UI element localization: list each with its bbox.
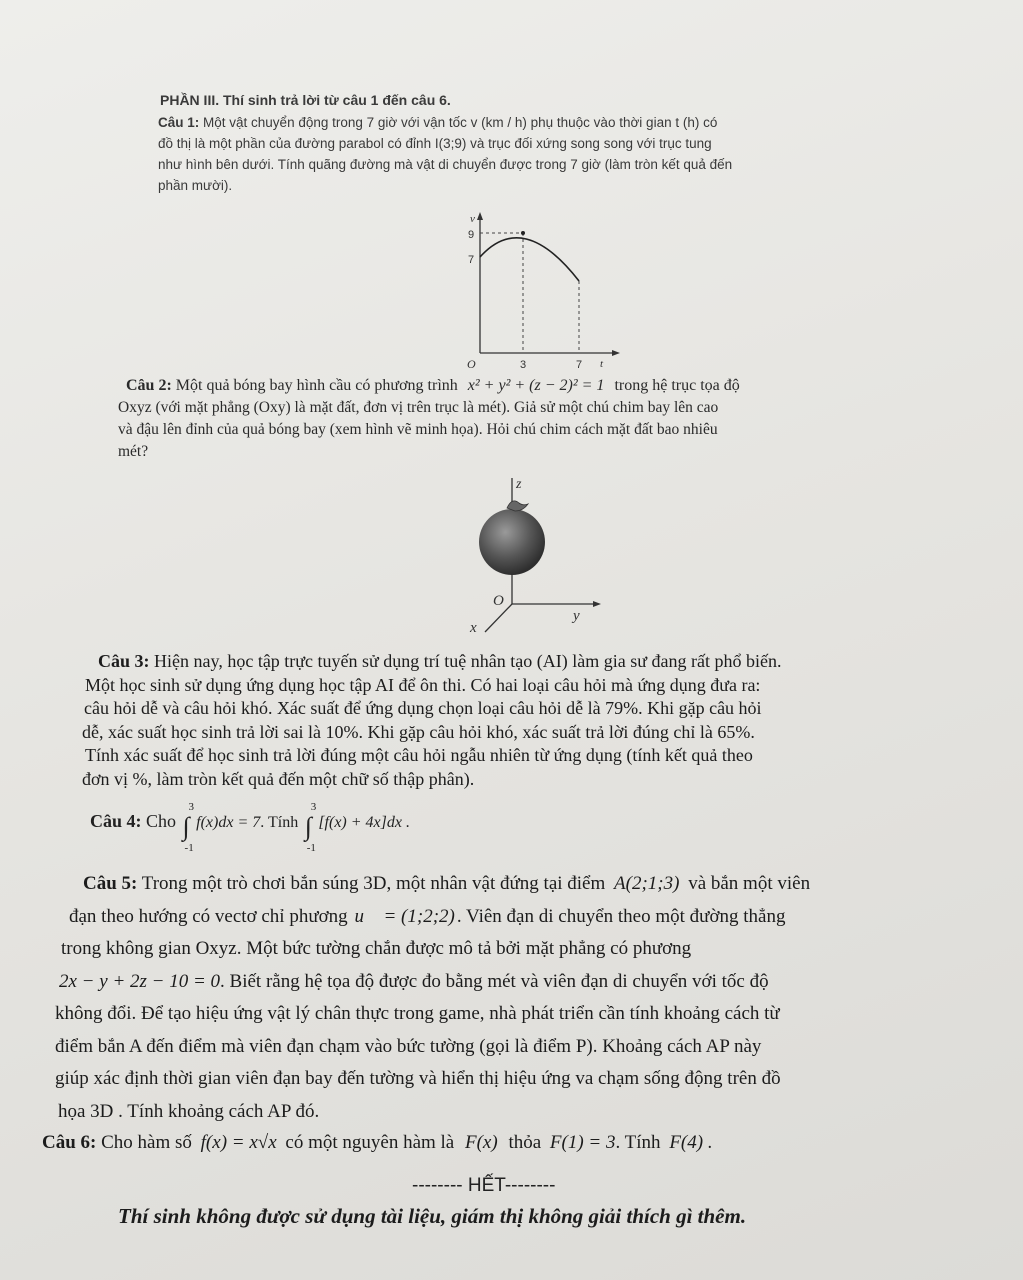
- int1-upper-limit: 3: [188, 801, 195, 813]
- q4-cho: Cho: [146, 811, 177, 831]
- x-axis-label: x: [470, 620, 477, 636]
- q1-label: Câu 1:: [158, 115, 200, 130]
- int2-lower-limit: -1: [306, 842, 316, 854]
- origin-label: O: [493, 593, 504, 609]
- part-header-text: PHẦN III. Thí sinh trả lời từ câu 1 đến câu 6.: [160, 92, 451, 108]
- q4-tinh: . Tính: [260, 814, 299, 831]
- q2-label: Câu 2:: [126, 377, 172, 394]
- q5-plane-equation: 2x − y + 2z − 10 = 0: [59, 970, 221, 992]
- q3-line-1-text: Hiện nay, học tập trực tuyến sử dụng trí tuệ nhân tạo (AI) làm gia sư đang rất phổ biến.: [154, 651, 782, 671]
- q5-line-7: giúp xác định thời gian viên đạn bay đến tường và hiển thị hiệu ứng va chạm sống động trên đồ: [55, 1068, 781, 1089]
- x-tick-3: 3: [520, 359, 527, 371]
- int1-body: f(x)dx = 7: [196, 814, 261, 831]
- bird-icon: [507, 501, 528, 511]
- origin-label: O: [467, 357, 476, 371]
- x-axis-arrow: [612, 350, 620, 356]
- q6-target: F(4) .: [669, 1132, 713, 1153]
- q6-function: f(x) = x√x: [200, 1132, 277, 1153]
- q3-line-1: [82, 650, 972, 674]
- z-axis-label: z: [516, 477, 522, 492]
- y-tick-9: 9: [468, 229, 475, 241]
- footer-note: Thí sinh không được sử dụng tài liệu, giám thị không giải thích gì thêm.: [118, 1204, 747, 1228]
- y-axis-arrow: [593, 601, 601, 607]
- x-tick-7: 7: [576, 359, 583, 371]
- q6-label: Câu 6:: [42, 1132, 97, 1153]
- q5-line-2: [55, 901, 985, 934]
- q2-line-1: [118, 375, 938, 397]
- q5-line-5: không đổi. Để tạo hiệu ứng vật lý chân thực trong game, nhà phát triển cần tính khoảng cách từ: [55, 1003, 780, 1024]
- vertex-point: [521, 231, 525, 235]
- q5-line-1-post: và bắn một viên: [688, 873, 811, 894]
- q5-line-2-post: . Viên đạn di chuyển theo một đường thẳng: [456, 905, 786, 927]
- q3-line-3: câu hỏi dễ và câu hỏi khó. Xác suất để ứng dụng chọn loại câu hỏi dễ là 79%. Khi gặp câu hỏi: [84, 698, 762, 718]
- question-3: [82, 650, 972, 791]
- q5-line-4: [55, 966, 985, 999]
- q2-balloon-figure: [455, 470, 605, 640]
- integral-sign-1: ∫ 3 -1: [182, 801, 195, 854]
- q5-point-A: A(2;1;3): [614, 873, 680, 894]
- q6-antiderivative: F(x): [465, 1132, 498, 1153]
- y-tick-7: 7: [468, 254, 475, 266]
- balloon-sphere: [479, 509, 545, 575]
- question-2: [118, 375, 938, 463]
- q6-condition: F(1) = 3: [549, 1132, 616, 1153]
- part-header: [160, 90, 451, 111]
- q2-line-3: và đậu lên đỉnh của quả bóng bay (xem hình vẽ minh họa). Hỏi chú chim cách mặt đất bao nhiêu: [118, 421, 718, 438]
- q2-line-1-post: trong hệ trục tọa độ: [614, 377, 740, 394]
- question-4: [90, 801, 790, 854]
- q6-end-pre: . Tính: [615, 1132, 661, 1153]
- q3-label: Câu 3:: [98, 651, 150, 671]
- q1-line-1: [158, 112, 928, 133]
- q3-line-6: đơn vị %, làm tròn kết quả đến một chữ số thập phân).: [82, 768, 475, 789]
- q3-line-4: dễ, xác suất học sinh trả lời sai là 10%. Khi gặp câu hỏi khó, xác suất trả lời đúng chỉ là 65%.: [82, 721, 755, 742]
- y-axis-label: y: [573, 608, 580, 624]
- int2-upper-limit: 3: [310, 801, 317, 813]
- q6-mid: có một nguyên hàm là: [285, 1132, 455, 1153]
- q5-line-8: họa 3D . Tính khoảng cách AP đó.: [58, 1100, 320, 1122]
- q5-line-1: [55, 868, 985, 901]
- q5-line-1-pre: Trong một trò chơi bắn súng 3D, một nhân vật đứng tại điểm: [141, 873, 606, 894]
- q1-line-1-text: Một vật chuyển động trong 7 giờ với vận tốc v (km / h) phụ thuộc vào thời gian t (h) có: [203, 115, 718, 130]
- q5-line-6: điểm bắn A đến điểm mà viên đạn chạm vào bức tường (gọi là điểm P). Khoảng cách AP này: [55, 1035, 762, 1057]
- parabola-curve: [480, 238, 579, 281]
- q5-line-3: trong không gian Oxyz. Một bức tường chắn được mô tả bởi mặt phẳng có phương: [61, 938, 692, 959]
- q6-cond-pre: thỏa: [508, 1132, 542, 1153]
- q2-equation: x² + y² + (z − 2)² = 1: [467, 377, 605, 394]
- q1-velocity-graph: [440, 208, 630, 378]
- y-axis-arrow: [477, 212, 483, 220]
- q1-line-3: như hình bên dưới. Tính quãng đường mà vật di chuyển được trong 7 giờ (làm tròn kết quả đến: [158, 157, 733, 172]
- question-5: [55, 868, 985, 1128]
- int1-lower-limit: -1: [184, 842, 194, 854]
- q6-pre: Cho hàm số: [101, 1132, 192, 1153]
- q2-line-4: mét?: [118, 443, 149, 460]
- int2-body: [f(x) + 4x]dx .: [318, 814, 410, 831]
- q1-line-2: đồ thị là một phần của đường parabol có đỉnh I(3;9) và trục đối xứng song song với trục tung: [158, 136, 712, 151]
- q3-line-2: Một học sinh sử dụng ứng dụng học tập AI để ôn thi. Có hai loại câu hỏi mà ứng dụng đưa ra:: [85, 674, 761, 695]
- q2-line-2: Oxyz (với mặt phẳng (Oxy) là mặt đất, đơn vị trên trục là mét). Giả sử một chú chim bay lên cao: [118, 399, 719, 416]
- y-axis-label: v: [470, 213, 475, 225]
- end-marker: -------- HẾT--------: [412, 1175, 556, 1196]
- integral-sign-2: ∫ 3 -1: [304, 801, 317, 854]
- q1-line-4: phần mười).: [158, 178, 233, 193]
- x-axis-label: t: [600, 358, 604, 370]
- q5-label: Câu 5:: [83, 873, 138, 894]
- q5-line-4-post: . Biết rằng hệ tọa độ được đo bằng mét và viên đạn di chuyển với tốc độ: [220, 970, 769, 992]
- question-6: [42, 1127, 1002, 1159]
- question-1: [158, 112, 928, 196]
- q3-line-5: Tính xác suất để học sinh trả lời đúng một câu hỏi ngẫu nhiên từ ứng dụng (tính kết quả theo: [85, 745, 753, 765]
- q2-line-1-pre: Một quả bóng bay hình cầu có phương trình: [175, 377, 458, 394]
- q5-vector-u: u⃗ = (1;2;2): [354, 905, 455, 927]
- q4-label: Câu 4:: [90, 811, 142, 831]
- q5-line-2-pre: đạn theo hướng có vectơ chỉ phương: [69, 905, 348, 927]
